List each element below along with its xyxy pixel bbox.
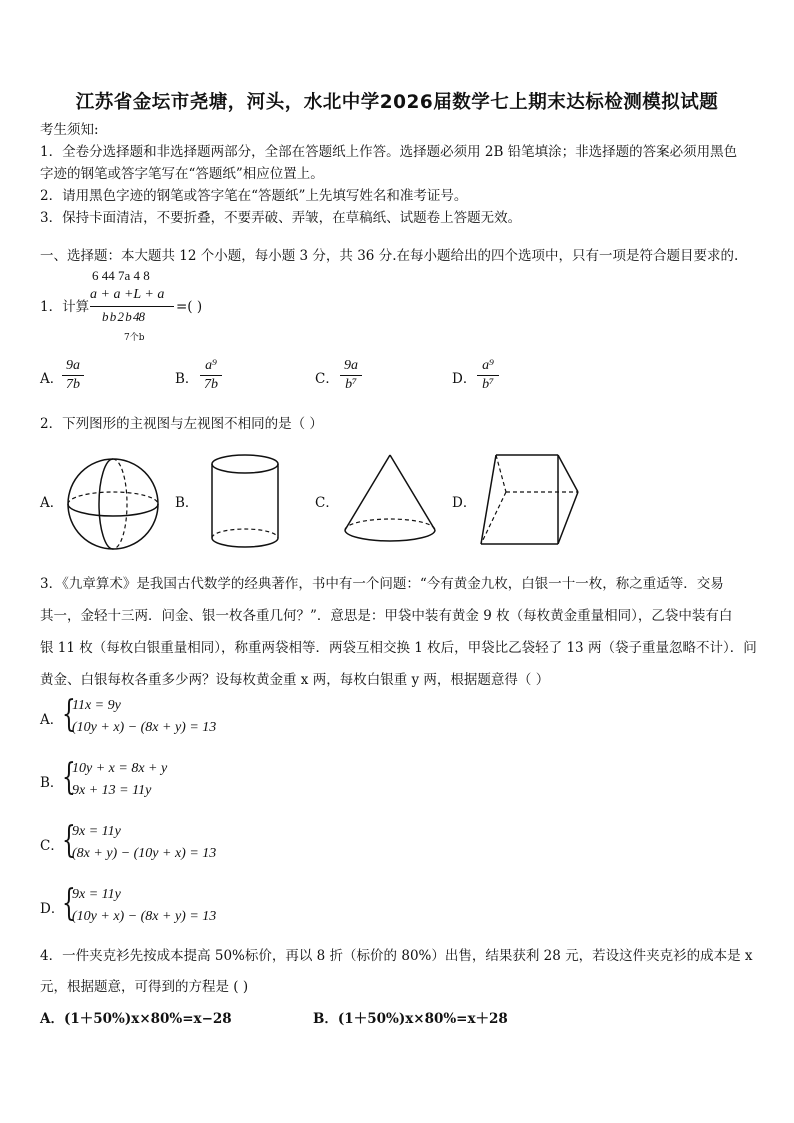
q1-option-a-num: 9a bbox=[66, 358, 80, 373]
q1-option-a-bar bbox=[62, 375, 84, 376]
q3-option-b-eq2: 9x + 13 = 11y bbox=[72, 783, 152, 798]
q1-prefix: 1．计算 bbox=[40, 299, 90, 315]
q4-option-a[interactable] bbox=[40, 1009, 232, 1029]
q2-option-b-label[interactable]: B． bbox=[175, 495, 199, 511]
section-heading: 一、选择题：本大题共 12 个小题，每小题 3 分，共 36 分.在每小题给出的四个选项中，只有一项是符合题目要求的. bbox=[40, 248, 739, 264]
q3-line-3: 银 11 枚（每枚白银重量相同），称重两袋相等．两袋互相交换 1 枚后，甲袋比乙袋轻了 13 两（袋子重量忽略不计）．问 bbox=[40, 640, 757, 656]
q1-option-d-label[interactable]: D． bbox=[452, 371, 477, 387]
q1-option-a-label[interactable]: A． bbox=[40, 371, 64, 387]
q4-option-b[interactable] bbox=[313, 1009, 508, 1029]
notice-item-2: 2．请用黑色字迹的钢笔或答字笔在“答题纸”上先填写姓名和准考证号。 bbox=[40, 188, 468, 204]
q3-option-c-eq1: 9x = 11y bbox=[72, 824, 121, 839]
q4-option-a-label: A． bbox=[40, 1011, 64, 1027]
q1-option-c-fraction bbox=[340, 358, 362, 393]
cylinder-figure bbox=[205, 452, 285, 552]
q1-option-d-num: a⁹ bbox=[482, 358, 494, 373]
q3-option-a-eq1: 11x = 9y bbox=[72, 698, 121, 713]
brace-icon: { bbox=[62, 820, 76, 861]
q1-option-b-fraction bbox=[200, 358, 222, 393]
q3-option-a-eq2: (10y + x) − (8x + y) = 13 bbox=[72, 720, 217, 735]
sphere-figure bbox=[64, 455, 162, 553]
q3-option-c-eq2: (8x + y) − (10y + x) = 13 bbox=[72, 846, 217, 861]
notice-item-3: 3．保持卡面清洁，不要折叠，不要弄破、弄皱，在草稿纸、试题卷上答题无效。 bbox=[40, 210, 522, 226]
q4-option-b-label: B． bbox=[313, 1011, 338, 1027]
notice-heading: 考生须知: bbox=[40, 122, 99, 138]
q2-option-d-label[interactable]: D． bbox=[452, 495, 477, 511]
q3-option-d-label[interactable]: D． bbox=[40, 901, 65, 917]
q1-option-b-den: 7b bbox=[204, 377, 218, 392]
q1-option-d-den: b⁷ bbox=[482, 377, 494, 392]
q2-stem: 2．下列图形的主视图与左视图不相同的是（ ） bbox=[40, 416, 323, 432]
q1-option-c-num: 9a bbox=[344, 358, 358, 373]
notice-item-1-cont: 字迹的钢笔或答字笔写在“答题纸”相应位置上。 bbox=[40, 166, 324, 182]
q1-option-c-label[interactable]: C． bbox=[315, 371, 339, 387]
q4-line-2: 元，根据题意，可得到的方程是 ( ) bbox=[40, 979, 249, 995]
q1-suffix: =( ) bbox=[176, 299, 203, 315]
q1-option-d-bar bbox=[477, 375, 499, 376]
q1-numerator: a + a +L + a bbox=[90, 287, 165, 302]
q3-option-d-eq1: 9x = 11y bbox=[72, 887, 121, 902]
q1-option-c-den: b⁷ bbox=[345, 377, 357, 392]
q1-denominator: b b 2 b 48 bbox=[102, 309, 144, 324]
q4-option-b-text: (1＋50%)x×80%=x＋28 bbox=[337, 1011, 508, 1027]
q3-option-b-label[interactable]: B． bbox=[40, 775, 64, 791]
q1-option-a-den: 7b bbox=[66, 377, 80, 392]
q3-option-d-eq2: (10y + x) − (8x + y) = 13 bbox=[72, 909, 217, 924]
prism-figure bbox=[478, 452, 582, 548]
q2-option-c-label[interactable]: C． bbox=[315, 495, 339, 511]
brace-icon: { bbox=[62, 883, 76, 924]
q3-line-2: 其一，金轻十三两．问金、银一枚各重几何？”．意思是：甲袋中装有黄金 9 枚（每枚黄金重量相同），乙袋中装有白 bbox=[40, 608, 733, 624]
q3-option-b-eq1: 10y + x = 8x + y bbox=[72, 761, 168, 776]
q1-option-b-bar bbox=[200, 375, 222, 376]
notice-item-1: 1．全卷分选择题和非选择题两部分，全部在答题纸上作答。选择题必须用 2B 铅笔填涂；非选择题的答案必须用黑色 bbox=[40, 144, 738, 160]
brace-icon: { bbox=[62, 694, 76, 735]
brace-icon: { bbox=[62, 757, 76, 798]
q1-option-b-label[interactable]: B． bbox=[175, 371, 199, 387]
q4-line-1: 4．一件夹克衫先按成本提高 50%标价，再以 8 折（标价的 80%）出售，结果获利 28 元，若设这件夹克衫的成本是 x bbox=[40, 948, 753, 964]
q1-option-c-bar bbox=[340, 375, 362, 376]
page-title: 江苏省金坛市尧塘，河头，水北中学2026届数学七上期末达标检测模拟试题 bbox=[75, 92, 719, 113]
cone-figure bbox=[340, 452, 440, 548]
q1-option-b-num: a⁹ bbox=[205, 358, 217, 373]
q3-line-4: 黄金、白银每枚各重多少两？设每枚黄金重 x 两，每枚白银重 y 两，根据题意得（ ） bbox=[40, 672, 550, 688]
q3-line-1: 3．《九章算术》是我国古代数学的经典著作，书中有一个问题：“今有黄金九枚，白银一十一枚，称之重适等．交易 bbox=[40, 576, 724, 592]
q1-top-note: 6 44 7a 4 8 bbox=[92, 268, 150, 283]
q3-option-a-label[interactable]: A． bbox=[40, 712, 64, 728]
q1-bottom-note: 7个b bbox=[124, 333, 145, 343]
q1-option-a-fraction bbox=[62, 358, 84, 393]
q4-option-a-text: (1＋50%)x×80%=x−28 bbox=[63, 1011, 232, 1027]
q1-fraction-bar bbox=[90, 306, 174, 307]
q1-option-d-fraction bbox=[477, 358, 499, 393]
q3-option-c-label[interactable]: C． bbox=[40, 838, 64, 854]
q2-option-a-label[interactable]: A． bbox=[40, 495, 64, 511]
